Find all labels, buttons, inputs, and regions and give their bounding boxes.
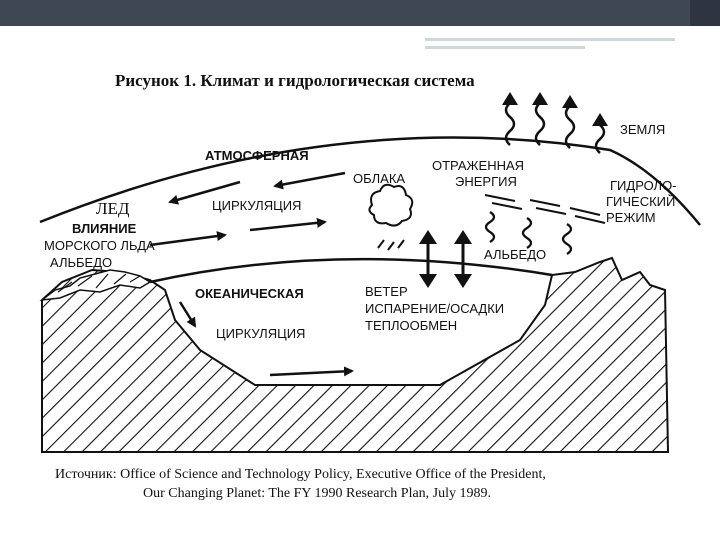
source-line-1: Источник: Office of Science and Technology Policy, Executive Office of the President, <box>55 467 546 482</box>
climate-diagram <box>18 58 706 524</box>
label-hydro-2: ГИЧЕСКИЙ <box>606 194 676 209</box>
label-oceanic: ОКЕАНИЧЕСКАЯ <box>195 286 304 301</box>
label-reflected: ОТРАЖЕННАЯ <box>432 158 525 173</box>
reflected-energy-lines <box>485 195 605 223</box>
slide-top-bar <box>0 0 720 26</box>
slide-content <box>18 58 706 524</box>
label-sea-ice: МОРСКОГО ЛЬДА <box>44 238 155 253</box>
exchange-arrows <box>428 240 463 278</box>
decorative-line <box>425 46 585 49</box>
label-albedo-left: АЛЬБЕДО <box>50 255 113 270</box>
source-line-2: Our Changing Planet: The FY 1990 Research Plan, July 1989. <box>143 486 492 501</box>
label-circulation-atm: ЦИРКУЛЯЦИЯ <box>212 198 302 213</box>
label-atmospheric: АТМОСФЕРНАЯ <box>205 148 309 163</box>
label-energy: ЭНЕРГИЯ <box>455 174 517 189</box>
decorative-line <box>425 38 675 41</box>
ocean-surface-line <box>150 259 552 282</box>
label-ice: ЛЕД <box>96 199 130 218</box>
slide-top-bar-accent <box>690 0 720 26</box>
label-hydro-1: ГИДРОЛО- <box>610 178 677 193</box>
label-hydro-3: РЕЖИМ <box>606 210 656 225</box>
figure-title: Рисунок 1. Климат и гидрологическая система <box>115 71 475 90</box>
label-heat-exchange: ТЕПЛООБМЕН <box>365 318 458 333</box>
radiation-arrowheads <box>502 92 608 126</box>
label-albedo-right: АЛЬБЕДО <box>484 247 547 262</box>
rain-icon <box>378 240 404 250</box>
label-influence: ВЛИЯНИЕ <box>72 221 137 236</box>
label-circulation-ocean: ЦИРКУЛЯЦИЯ <box>216 326 306 341</box>
label-clouds: ОБЛАКА <box>353 171 406 186</box>
label-wind: ВЕТЕР <box>365 284 408 299</box>
radiation-arrows <box>506 103 604 153</box>
label-earth: ЗЕМЛЯ <box>620 122 666 137</box>
cloud-icon <box>369 185 412 226</box>
label-evaporation: ИСПАРЕНИЕ/ОСАДКИ <box>365 301 505 316</box>
